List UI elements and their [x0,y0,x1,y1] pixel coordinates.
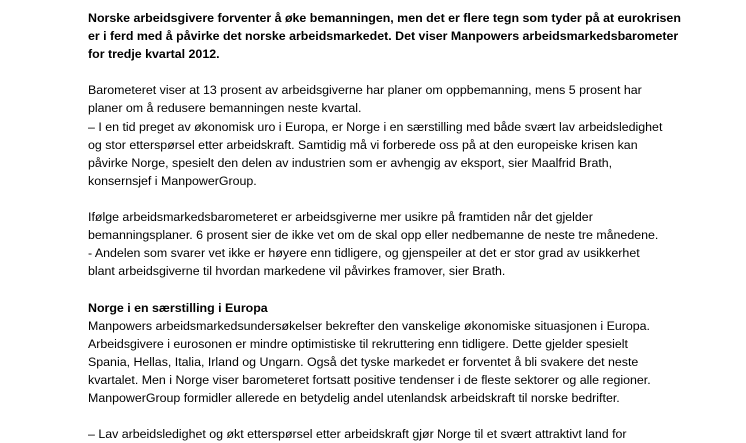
document-page [88,9,728,443]
paragraph-1-line: – I en tid preget av økonomisk uro i Europa, er Norge i en særstilling med både svært lav arbeidsledighet [88,119,663,134]
paragraph-1-line: påvirke Norge, spesielt den delen av industrien som er avhengig av eksport, sier Maalfrid Brath, [88,155,613,170]
paragraph-3-line: – Lav arbeidsledighet og økt etterspørsel etter arbeidskraft gjør Norge til et svært attraktivt land for [88,427,627,442]
section-line: ManpowerGroup formidler allerede en betydelig andel utenlandsk arbeidskraft til norske bedrifter. [88,390,620,405]
section-europe [88,299,728,408]
paragraph-3 [88,425,728,443]
paragraph-spacer [88,407,728,425]
paragraph-spacer [88,63,728,81]
section-heading: Norge i en særstilling i Europa [88,300,268,315]
paragraph-2-line: - Andelen som svarer vet ikke er høyere enn tidligere, og gjenspeiler at det er stor grad av usikkerhet [88,246,640,261]
paragraph-1-line: planer om å redusere bemanningen neste kvartal. [88,101,362,116]
paragraph-spacer [88,190,728,208]
paragraph-1-line: og stor etterspørsel etter arbeidskraft. Samtidig må vi forberede oss på at den europeiske krisen kan [88,137,638,152]
paragraph-2-line: Ifølge arbeidsmarkedsbarometeret er arbeidsgiverne mer usikre på framtiden når det gjelder [88,210,593,225]
section-line: Arbeidsgivere i eurosonen er mindre optimistiske til rekruttering enn tidligere. Dette gjelder spesielt [88,336,628,351]
intro-paragraph [88,9,728,63]
paragraph-2-line: blant arbeidsgiverne til hvordan markedene vil påvirkes framover, sier Brath. [88,264,506,279]
intro-line: Norske arbeidsgivere forventer å øke bemanningen, men det er flere tegn som tyder på at eurokrisen [88,11,681,25]
paragraph-1 [88,81,728,190]
section-line: Manpowers arbeidsmarkedsundersøkelser bekrefter den vanskelige økonomiske situasjonen i Europa. [88,318,650,333]
section-line: Spania, Hellas, Italia, Irland og Ungarn. Også det tyske markedet er forventet å bli svakere det neste [88,354,639,369]
paragraph-2-line: bemanningsplaner. 6 prosent sier de ikke vet om de skal opp eller nedbemanne de neste tre månedene. [88,228,659,243]
paragraph-2 [88,208,728,280]
paragraph-1-line: Barometeret viser at 13 prosent av arbeidsgiverne har planer om oppbemanning, mens 5 prosent har [88,83,642,98]
intro-line: for tredje kvartal 2012. [88,47,220,62]
paragraph-1-line: konsernsjef i ManpowerGroup. [88,173,257,188]
paragraph-spacer [88,280,728,298]
intro-line: er i ferd med å påvirke det norske arbeidsmarkedet. Det viser Manpowers arbeidsmarkedsbarometer [88,29,679,44]
section-line: kvartalet. Men i Norge viser barometeret fortsatt positive tendenser i de fleste sektorer og alle regioner. [88,372,651,387]
